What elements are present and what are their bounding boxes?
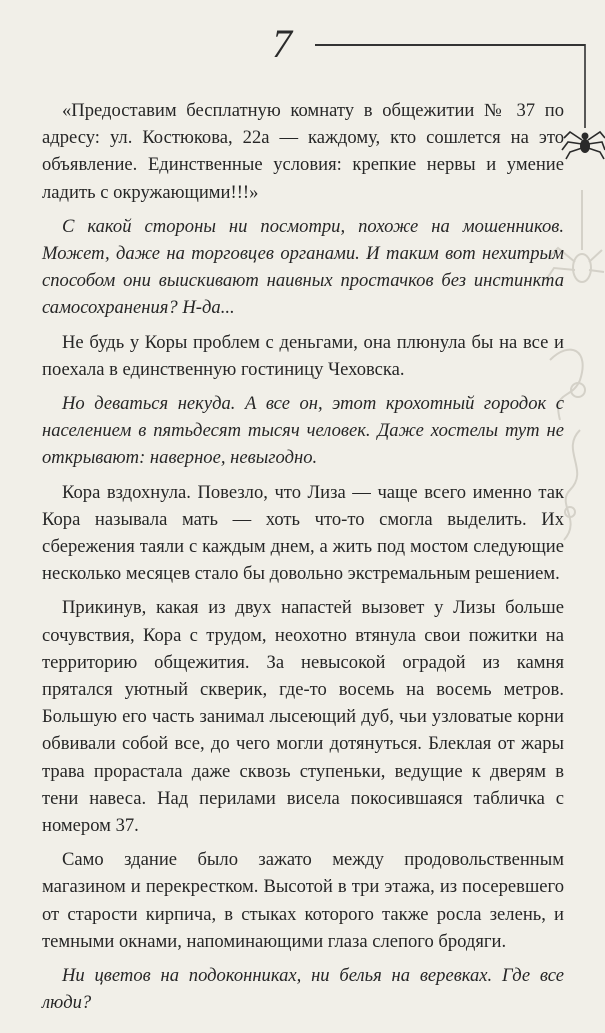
paragraph-5: Кора вздохнула. Повезло, что Лиза — чаще всего именно так Кора называла мать — хоть что-то смогла выделить. Их сбережения таяли с каждым днем, а жить под мостом следующие несколько месяцев стало бы довольно экстремальным решением. <box>42 481 564 585</box>
chapter-text <box>42 97 564 1024</box>
paragraph-3: Не будь у Коры проблем с деньгами, она плюнула бы на все и поехала в единственную гостиницу Чеховска. <box>42 331 564 380</box>
paragraph-1: «Предоставим бесплатную комнату в общежитии № 37 по адресу: ул. Костюкова, 22а — каждому, кто сошлется на это объявление. Единственные условия: крепкие нервы и умение ладить с окружающими!!!» <box>42 100 564 203</box>
chapter-number: 7 <box>272 21 292 66</box>
paragraph-8-italic-thought: Ни цветов на подоконниках, ни белья на веревках. Где все люди? <box>42 965 564 1014</box>
paragraph-2-italic-thought: С какой стороны ни посмотри, похоже на мошенников. Может, даже на торговцев органами. И таким вот нехитрым способом они выискивают наивных простачков без инстинкта самосохранения? Н-да... <box>42 215 564 319</box>
spider-icon <box>560 40 605 160</box>
header-rule <box>315 44 585 46</box>
paragraph-7: Само здание было зажато между продовольственным магазином и перекрестком. Высотой в три этажа, из посеревшего от старости кирпича, в стыках которого также росла зелень, и темными окнами, напоминающими глаза слепого бродяги. <box>42 849 564 952</box>
paragraph-6: Прикинув, какая из двух напастей вызовет у Лизы больше сочувствия, Кора с трудом, неохотно втянула свои пожитки на территорию общежития. За невысокой оградой из камня прятался уютный скверик, где-то восемь на восемь метров. Большую его часть занимал лысеющий дуб, чьи узловатые корни обвивали собой все, до чего могли дотянуться. Блеклая от жары трава прорастала даже сквозь ступеньки, ведущие к дверям в тени навеса. Над перилами висела покосившаяся табличка с номером 37. <box>42 597 564 837</box>
paragraph-4-italic-thought: Но деваться некуда. А все он, этот крохотный городок с населением в пятьдесят тысяч человек. Даже хостелы тут не открывают: наверное, невыгодно. <box>42 393 564 469</box>
